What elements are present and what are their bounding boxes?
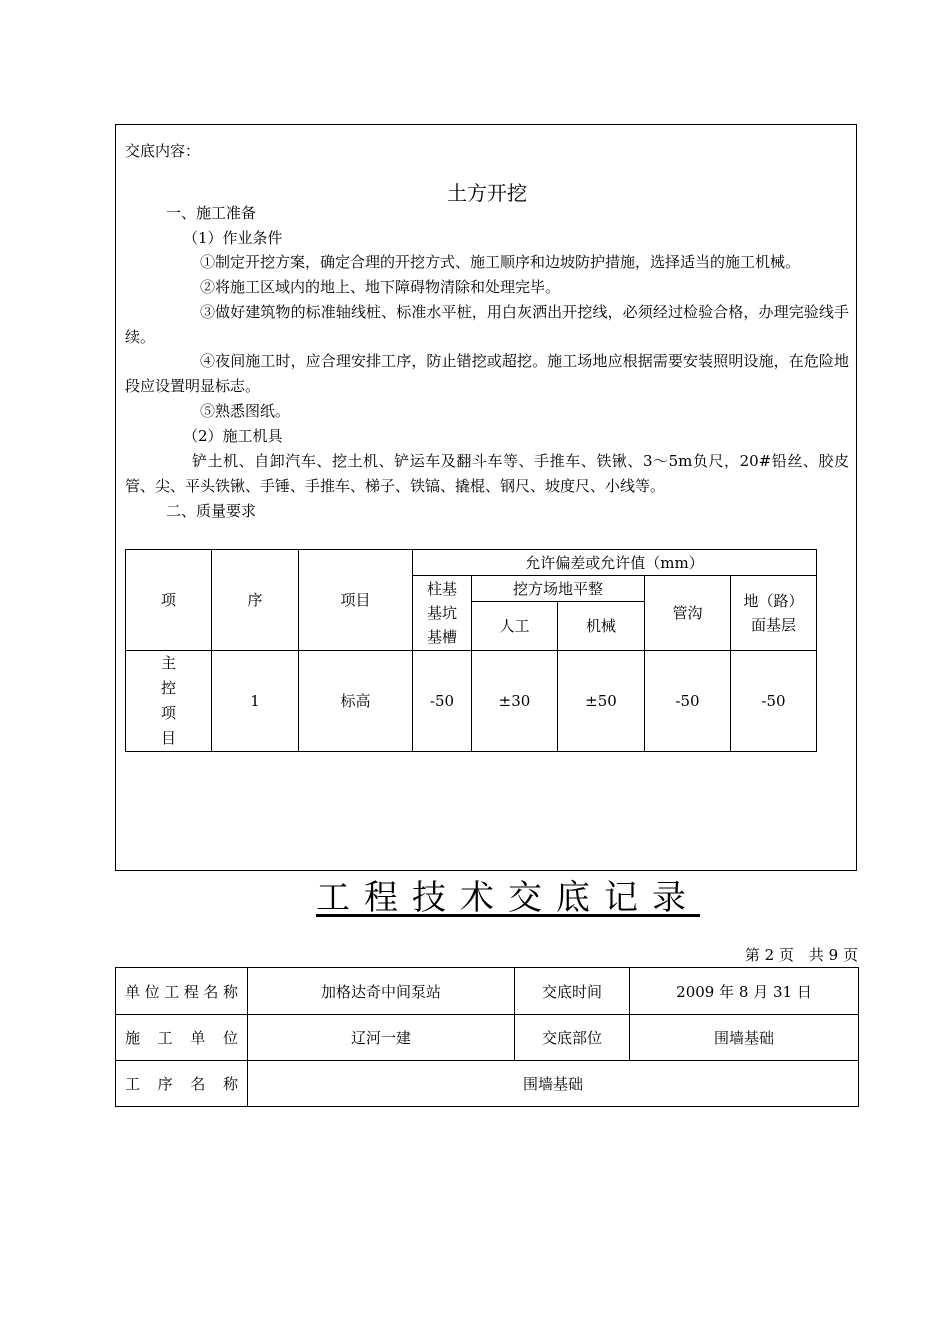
header-seq: 序 (212, 550, 299, 651)
row-category: 主控项目 (126, 651, 212, 752)
table-row (126, 651, 817, 752)
row-seq: 1 (212, 651, 299, 752)
condition-3: ③做好建筑物的标准轴线桩、标准水平桩，用白灰洒出开挖线，必须经过检验合格，办理完验线手续。 (125, 303, 849, 346)
header-tolerance: 允许偏差或允许值（mm） (413, 550, 817, 576)
condition-5: ⑤熟悉图纸。 (200, 402, 291, 420)
row-manual: ±30 (472, 651, 558, 752)
record-title: 工程技术交底记录 (316, 878, 700, 918)
record-info-table (115, 967, 859, 1107)
unit-name-label: 单位工程名称 (116, 968, 248, 1015)
header-machine: 机械 (558, 602, 645, 651)
disclosure-heading: 交底内容： (125, 142, 201, 160)
part-label: 交底部位 (515, 1015, 630, 1061)
tools-list: 铲土机、自卸汽车、挖土机、铲运车及翻斗车等、手推车、铁锹、3～5m负尺，20#铅丝、胶皮管、尖、平头铁锹、手锤、手推车、梯子、铁镐、撬棍、钢尺、坡度尺、小线等。 (125, 452, 849, 495)
disclosure-title: 土方开挖 (447, 181, 527, 205)
process-value: 围墙基础 (248, 1061, 859, 1107)
unit-name-value: 加格达奇中间泵站 (248, 968, 515, 1015)
process-label: 工序名称 (116, 1061, 248, 1107)
row-base: -50 (731, 651, 817, 752)
header-site: 挖方场地平整 (472, 576, 645, 602)
condition-1: ①制定开挖方案，确定合理的开挖方式、施工顺序和边坡防护措施，选择适当的施工机械。 (200, 253, 801, 271)
time-label: 交底时间 (515, 968, 630, 1015)
row-machine: ±50 (558, 651, 645, 752)
sub-conditions: （1）作业条件 (183, 229, 283, 247)
page-number: 第 2 页 共 9 页 (744, 946, 858, 964)
disclosure-box (115, 124, 857, 871)
header-project: 项目 (299, 550, 413, 651)
header-pit: 柱基基坑基槽 (413, 576, 472, 651)
condition-2: ②将施工区域内的地上、地下障碍物清除和处理完毕。 (200, 278, 561, 296)
header-manual: 人工 (472, 602, 558, 651)
condition-4: ④夜间施工时，应合理安排工序，防止错挖或超挖。施工场地应根据需要安装照明设施，在危险地段应设置明显标志。 (125, 352, 849, 395)
header-trench: 管沟 (645, 576, 731, 651)
quality-table (125, 549, 817, 752)
time-value: 2009 年 8 月 31 日 (630, 968, 859, 1015)
part-value: 围墙基础 (630, 1015, 859, 1061)
section-quality: 二、质量要求 (166, 502, 257, 520)
constructor-label: 施工单位 (116, 1015, 248, 1061)
constructor-value: 辽河一建 (248, 1015, 515, 1061)
sub-tools: （2）施工机具 (183, 427, 283, 445)
section-prep: 一、施工准备 (166, 204, 257, 222)
row-pit: -50 (413, 651, 472, 752)
header-base: 地（路）面基层 (731, 576, 817, 651)
row-trench: -50 (645, 651, 731, 752)
row-project: 标高 (299, 651, 413, 752)
header-item: 项 (126, 550, 212, 651)
